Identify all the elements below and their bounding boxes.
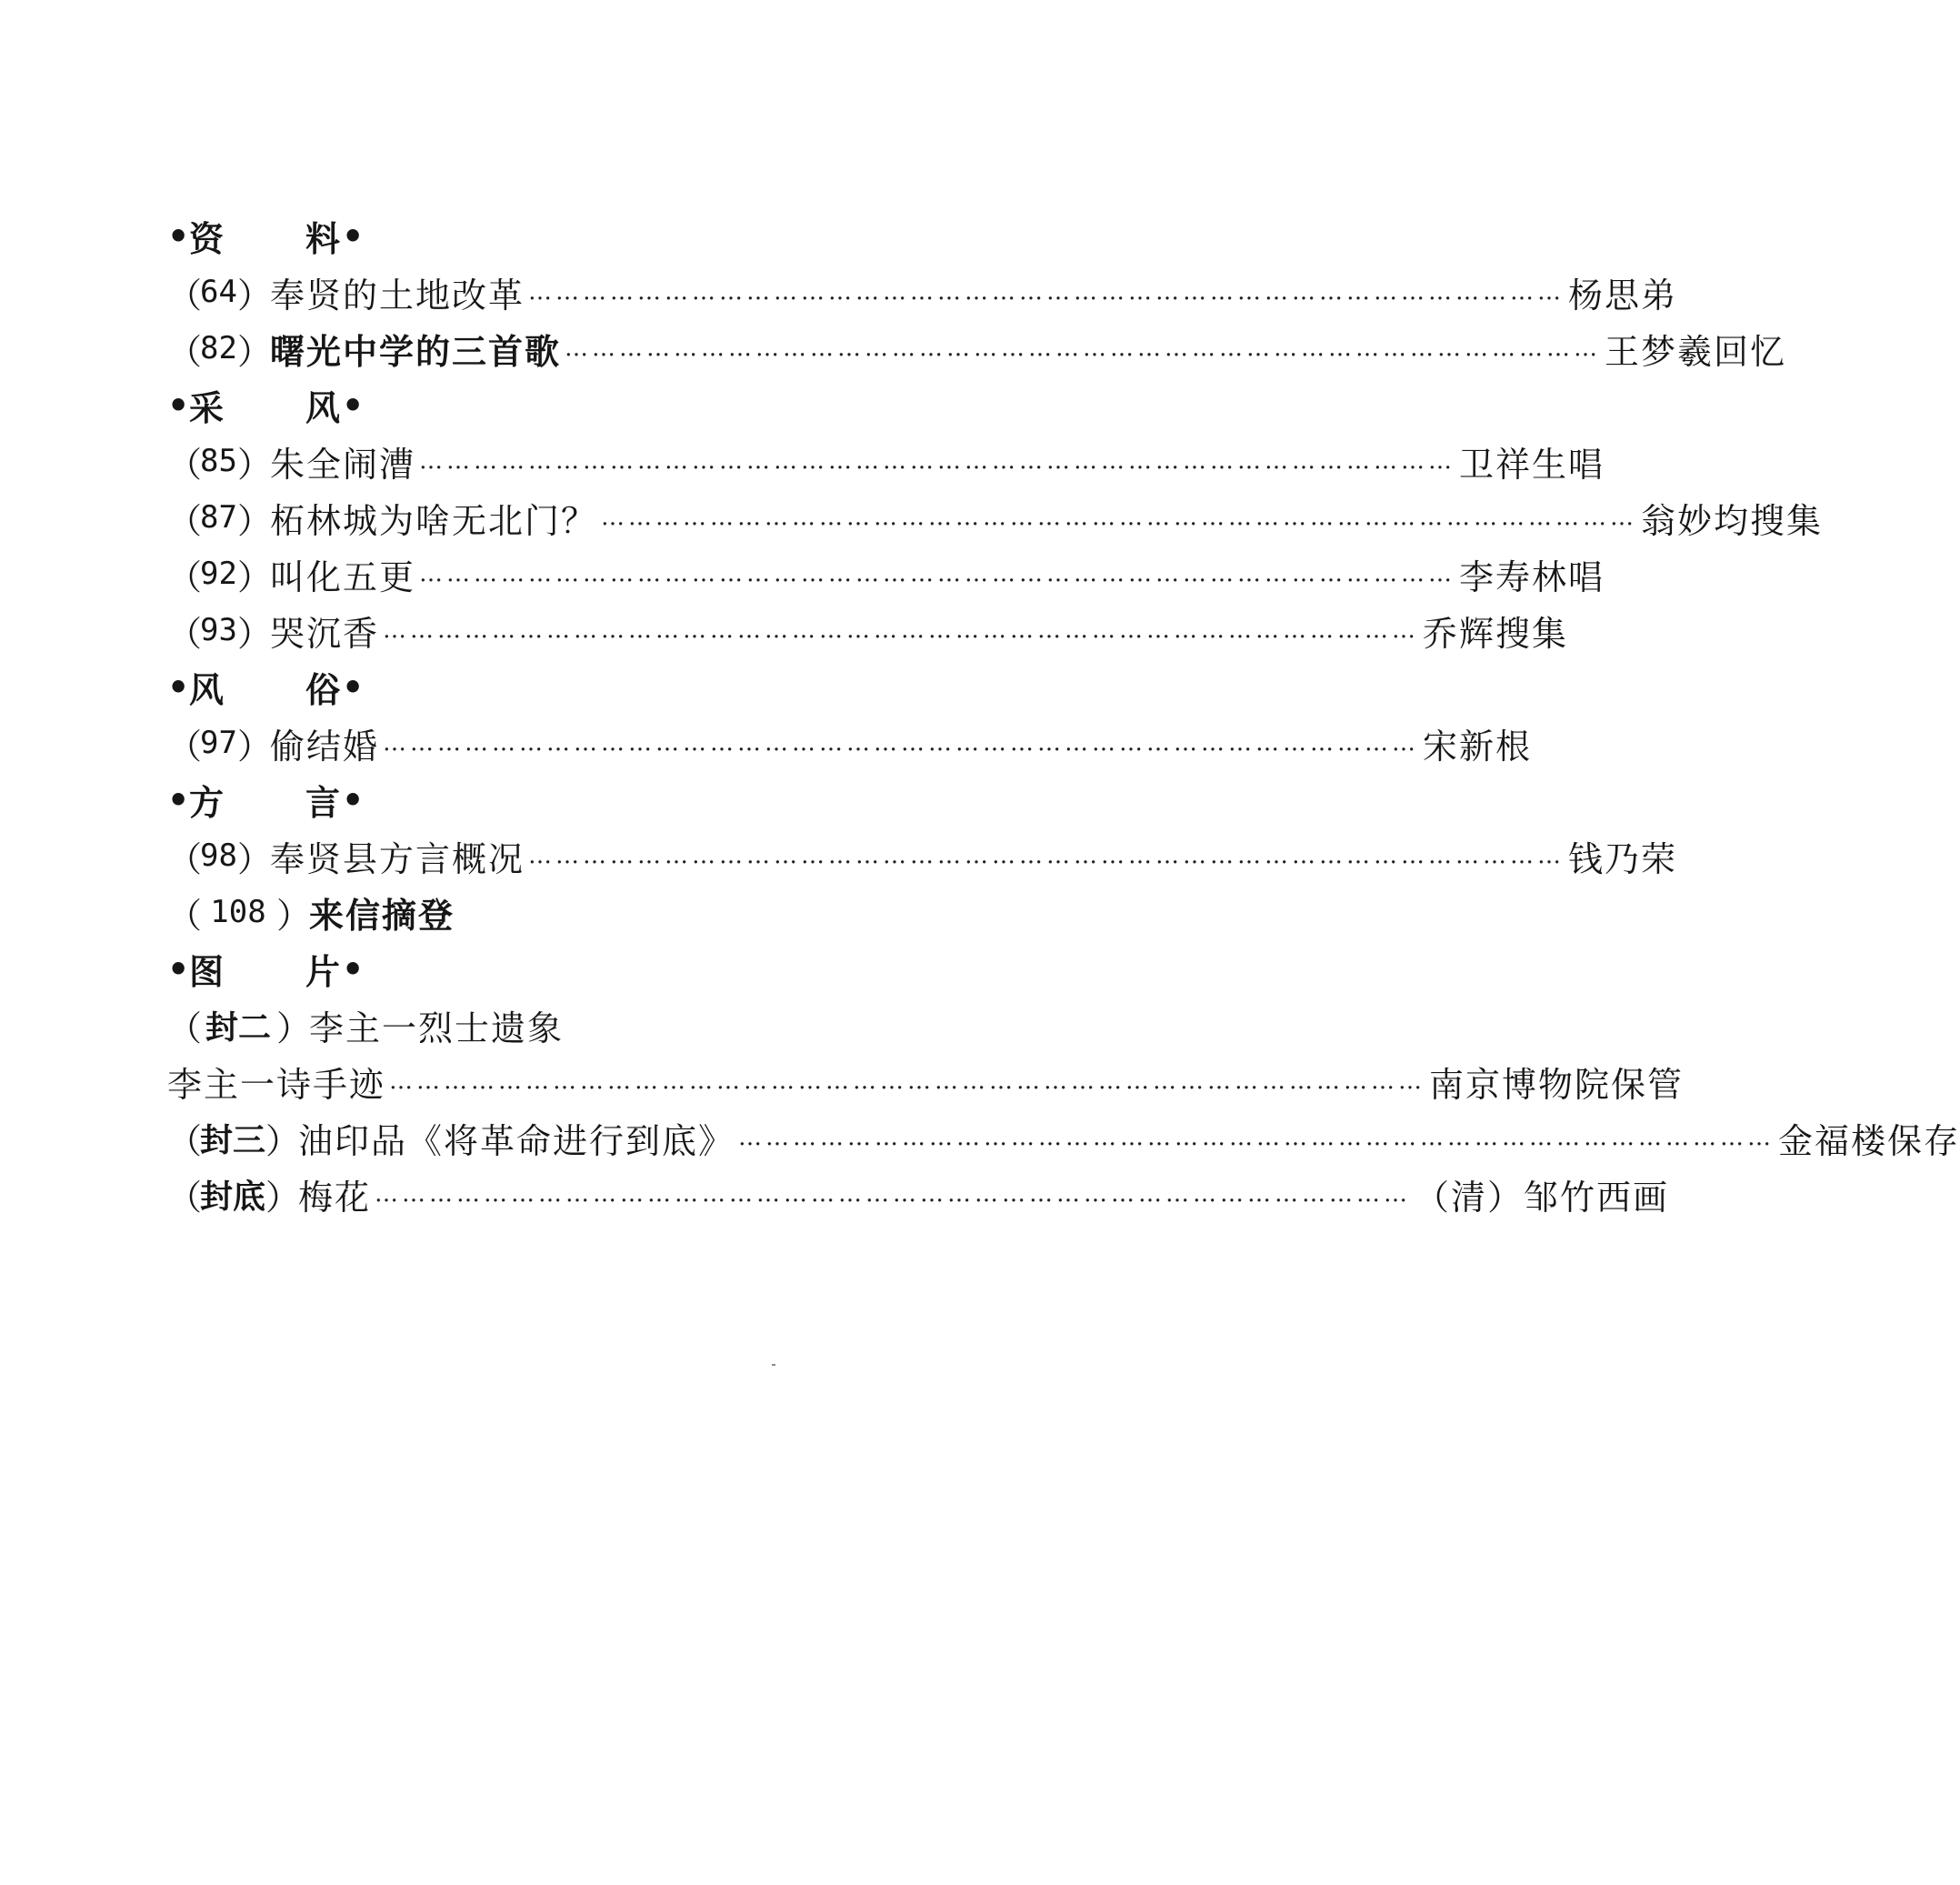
toc-entry [167, 997, 1147, 1053]
heading-word-1: 资 [189, 217, 225, 259]
entry-author: 翁妙均搜集 [1640, 500, 1823, 541]
dot-leader: …………………………………………………………………………………………………… [418, 447, 1455, 475]
heading-word-2: 风 [305, 386, 341, 428]
page-number: 85 [200, 443, 237, 479]
heading-dot-right: • [342, 778, 365, 820]
page-number: 封二 [205, 1008, 271, 1047]
toc-entry [167, 884, 1147, 940]
entry-author: 宋新根 [1422, 726, 1532, 767]
page-open-paren: （ [167, 1177, 203, 1218]
page-close-paren: ） [236, 500, 272, 541]
section-heading-fangyan [167, 771, 1147, 827]
heading-dot-right: • [342, 384, 365, 426]
dot-leader: …………………………………………………………………………………………………… [382, 729, 1419, 757]
entry-author: 钱乃荣 [1567, 838, 1677, 879]
page-number: 97 [200, 725, 237, 761]
heading-word-2: 片 [305, 950, 341, 992]
page-open-paren: （ [167, 726, 203, 767]
page-close-paren: ） [236, 556, 272, 597]
entry-author: （清）邹竹西画 [1415, 1177, 1670, 1218]
entry-title: 李主一烈士遗象 [309, 1008, 565, 1048]
heading-dot-left: • [167, 948, 190, 989]
page-open-paren: （ [167, 444, 203, 485]
page-close-paren: ） [236, 275, 272, 316]
dot-leader: …………………………………………………………………………………………………… [564, 335, 1601, 362]
heading-word-1: 图 [189, 950, 225, 992]
section-heading-tupian [167, 940, 1147, 997]
page-number: 封三 [200, 1120, 266, 1159]
entry-title: 偷结婚 [269, 726, 379, 767]
dot-leader: …………………………………………………………………………………………………… [382, 617, 1419, 644]
page-number: 封底 [200, 1177, 266, 1216]
heading-word-2: 言 [305, 781, 341, 823]
entry-title: 朱全闹漕 [269, 444, 415, 485]
page-open-paren: （ [167, 895, 203, 936]
page-number: 98 [200, 837, 237, 874]
entry-title: 李主一诗手迹 [167, 1064, 386, 1105]
toc-entry [167, 433, 1605, 489]
page-close-paren: ） [276, 895, 312, 936]
entry-title: 哭沉香 [269, 613, 379, 654]
page-open-paren: （ [167, 613, 203, 654]
page-number: 64 [200, 274, 237, 310]
heading-word-2: 料 [305, 217, 341, 259]
dot-leader: …………………………………………………………………………………………………… [527, 278, 1565, 306]
entry-title: 曙光中学的三首歌 [269, 330, 561, 372]
entry-title: 奉贤县方言概况 [269, 838, 525, 879]
page-open-paren: （ [167, 500, 203, 541]
entry-author: 卫祥生唱 [1458, 444, 1605, 485]
toc-entry [167, 715, 1532, 771]
page-close-paren: ） [236, 444, 272, 485]
dot-leader: …………………………………………………………………………………………………… [389, 1068, 1426, 1095]
page-open-paren: （ [167, 1008, 203, 1048]
entry-title: 梅花 [298, 1177, 372, 1218]
toc-entry [167, 1166, 1670, 1222]
heading-word-1: 采 [189, 386, 225, 428]
heading-dot-left: • [167, 666, 190, 707]
page-open-paren: （ [167, 275, 203, 316]
entry-author: 王梦羲回忆 [1604, 331, 1786, 372]
page-close-paren: ） [236, 838, 272, 879]
toc-entry [167, 1053, 1685, 1109]
toc-entry [167, 546, 1605, 602]
entry-title: 油印品《将革命进行到底》 [298, 1120, 735, 1161]
page-open-paren: （ [167, 556, 203, 597]
page-open-paren: （ [167, 1120, 203, 1161]
section-heading-ziliao [167, 207, 1147, 264]
page-close-paren: ） [276, 1008, 312, 1048]
entry-title: 来信摘登 [309, 894, 455, 936]
print-speck [772, 1364, 775, 1366]
entry-author: 李寿林唱 [1458, 556, 1605, 597]
table-of-contents [167, 207, 1960, 1222]
entry-author: 乔辉搜集 [1422, 613, 1568, 654]
heading-word-2: 俗 [305, 668, 341, 710]
toc-entry [167, 489, 1823, 546]
page-close-paren: ） [236, 331, 272, 372]
entry-author: 杨思弟 [1567, 275, 1677, 316]
page-number: 108 [210, 894, 266, 930]
heading-dot-right: • [342, 215, 365, 256]
page-number: 87 [200, 499, 237, 536]
entry-title: 柘林城为啥无北门？ [269, 500, 597, 541]
page-number: 92 [200, 556, 237, 592]
dot-leader: …………………………………………………………………………………………………… [418, 560, 1455, 587]
page-number: 93 [200, 612, 237, 648]
page-open-paren: （ [167, 838, 203, 879]
heading-word-1: 风 [189, 668, 225, 710]
dot-leader: …………………………………………………………………………………………………… [527, 842, 1565, 869]
entry-author: 南京博物院保管 [1429, 1064, 1685, 1105]
toc-entry [167, 264, 1677, 320]
heading-dot-left: • [167, 778, 190, 820]
dot-leader: …………………………………………………………………………………………………… [375, 1180, 1412, 1208]
heading-dot-left: • [167, 384, 190, 426]
dot-leader: …………………………………………………………………………………………………… [738, 1124, 1775, 1151]
section-heading-fengsu [167, 658, 1147, 715]
heading-dot-left: • [167, 215, 190, 256]
page-close-paren: ） [265, 1177, 301, 1218]
heading-dot-right: • [342, 666, 365, 707]
toc-entry [167, 1109, 1960, 1166]
page-close-paren: ） [265, 1120, 301, 1161]
heading-dot-right: • [342, 948, 365, 989]
toc-entry [167, 827, 1677, 884]
toc-entry [167, 320, 1786, 376]
entry-title: 叫化五更 [269, 556, 415, 597]
toc-entry [167, 602, 1568, 658]
page-number: 82 [200, 330, 237, 366]
page-close-paren: ） [236, 613, 272, 654]
heading-word-1: 方 [189, 781, 225, 823]
page-close-paren: ） [236, 726, 272, 767]
entry-author: 金福楼保存 [1778, 1120, 1960, 1161]
entry-title: 奉贤的土地改革 [269, 275, 525, 316]
page-open-paren: （ [167, 331, 203, 372]
section-heading-caifeng [167, 376, 1147, 433]
dot-leader: …………………………………………………………………………………………………… [600, 504, 1637, 531]
